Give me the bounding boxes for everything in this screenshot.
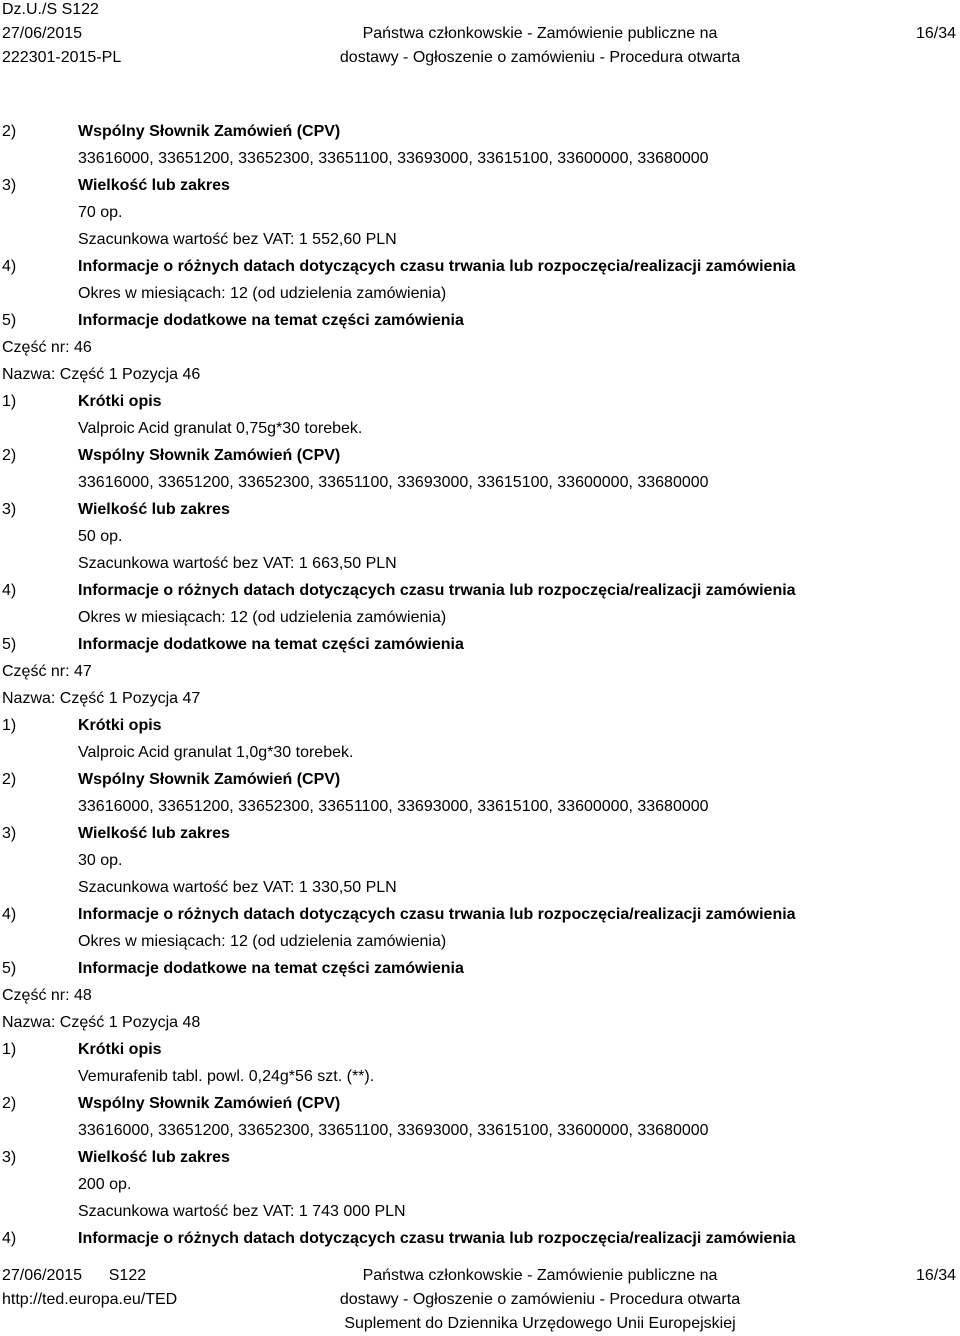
quantity: 70 op. — [78, 204, 123, 221]
page-header — [0, 0, 960, 66]
section-label: Wielkość lub zakres — [78, 825, 230, 842]
header-notice-id: 222301-2015-PL — [2, 49, 122, 66]
footer-supplement: Suplement do Dziennika Urzędowego Unii Europejskiej — [344, 1315, 736, 1332]
section-number: 4) — [2, 1230, 17, 1247]
description-heading — [0, 388, 960, 415]
cpv-codes: 33616000, 33651200, 33652300, 33651100, 33693000, 33615100, 33600000, 33680000 — [78, 150, 709, 167]
section-label: Wielkość lub zakres — [78, 1149, 230, 1166]
section-number: 5) — [2, 960, 17, 977]
footer-left — [2, 1264, 177, 1312]
part-number: Część nr: 46 — [2, 339, 92, 356]
cpv-codes: 33616000, 33651200, 33652300, 33651100, 33693000, 33615100, 33600000, 33680000 — [78, 1122, 709, 1139]
estimated-value: Szacunkowa wartość bez VAT: 1 663,50 PLN — [78, 555, 397, 572]
section-label: Informacje o różnych datach dotyczących czasu trwania lub rozpoczęcia/realizacji zamówienia — [78, 906, 796, 923]
section-label: Wspólny Słownik Zamówień (CPV) — [78, 1095, 341, 1112]
footer-date-issue: 27/06/2015 S122 — [2, 1267, 147, 1284]
section-number: 2) — [2, 1095, 17, 1112]
section-label: Wielkość lub zakres — [78, 501, 230, 518]
cpv-heading — [0, 118, 960, 145]
extra-info-heading — [0, 631, 960, 658]
section-number: 2) — [2, 447, 17, 464]
section-number: 2) — [2, 123, 17, 140]
header-page-number: 16/34 — [915, 25, 956, 42]
section-number: 1) — [2, 393, 17, 410]
header-right — [916, 0, 956, 46]
section-label: Informacje dodatkowe na temat części zamówienia — [78, 960, 464, 977]
section-number: 5) — [2, 312, 17, 329]
estimated-value: Szacunkowa wartość bez VAT: 1 552,60 PLN — [78, 231, 397, 248]
part-name: Nazwa: Część 1 Pozycja 48 — [2, 1014, 201, 1031]
footer-center — [280, 1264, 800, 1336]
period: Okres w miesiącach: 12 (od udzielenia zamówienia) — [78, 285, 447, 302]
size-heading — [0, 820, 960, 847]
quantity: 50 op. — [78, 528, 123, 545]
section-number: 1) — [2, 717, 17, 734]
part-name: Nazwa: Część 1 Pozycja 46 — [2, 366, 201, 383]
part-46 — [0, 334, 960, 658]
section-number: 2) — [2, 771, 17, 788]
footer-title-line2: dostawy - Ogłoszenie o zamówieniu - Procedura otwarta — [339, 1291, 741, 1308]
part-47 — [0, 658, 960, 982]
document-body — [0, 118, 960, 1252]
section-number: 3) — [2, 177, 17, 194]
section-number: 5) — [2, 636, 17, 653]
section-number: 3) — [2, 825, 17, 842]
cpv-codes: 33616000, 33651200, 33652300, 33651100, 33693000, 33615100, 33600000, 33680000 — [78, 474, 709, 491]
section-label: Wspólny Słownik Zamówień (CPV) — [78, 771, 341, 788]
header-center — [280, 0, 800, 70]
size-heading — [0, 172, 960, 199]
part-48 — [0, 982, 960, 1252]
dates-heading — [0, 1225, 960, 1252]
header-title-line2: dostawy - Ogłoszenie o zamówieniu - Procedura otwarta — [339, 49, 741, 66]
section-number: 4) — [2, 258, 17, 275]
part-name: Nazwa: Część 1 Pozycja 47 — [2, 690, 201, 707]
footer-page-number: 16/34 — [915, 1267, 956, 1284]
extra-info-heading — [0, 307, 960, 334]
footer-title-line1: Państwa członkowskie - Zamówienie publiczne na — [362, 1267, 718, 1284]
header-left — [2, 0, 121, 70]
description-heading — [0, 712, 960, 739]
cpv-heading — [0, 766, 960, 793]
section-label: Informacje o różnych datach dotyczących czasu trwania lub rozpoczęcia/realizacji zamówienia — [78, 582, 796, 599]
section-label: Informacje dodatkowe na temat części zamówienia — [78, 636, 464, 653]
quantity: 30 op. — [78, 852, 123, 869]
section-number: 3) — [2, 501, 17, 518]
section-label: Wielkość lub zakres — [78, 177, 230, 194]
header-title-line1: Państwa członkowskie - Zamówienie publiczne na — [362, 25, 718, 42]
dates-heading — [0, 577, 960, 604]
cpv-codes: 33616000, 33651200, 33652300, 33651100, 33693000, 33615100, 33600000, 33680000 — [78, 798, 709, 815]
period: Okres w miesiącach: 12 (od udzielenia zamówienia) — [78, 933, 447, 950]
section-number: 4) — [2, 582, 17, 599]
footer-right — [916, 1264, 956, 1288]
page-footer — [0, 1264, 960, 1330]
part-45-continuation — [0, 118, 960, 334]
size-heading — [0, 1144, 960, 1171]
header-journal-ref: Dz.U./S S122 — [2, 1, 99, 18]
section-label: Informacje o różnych datach dotyczących czasu trwania lub rozpoczęcia/realizacji zamówienia — [78, 1230, 796, 1247]
description: Valproic Acid granulat 0,75g*30 torebek. — [78, 420, 363, 437]
footer-url[interactable]: http://ted.europa.eu/TED — [2, 1291, 178, 1308]
dates-heading — [0, 901, 960, 928]
description-heading — [0, 1036, 960, 1063]
section-label: Krótki opis — [78, 717, 162, 734]
cpv-heading — [0, 1090, 960, 1117]
dates-heading — [0, 253, 960, 280]
section-label: Wspólny Słownik Zamówień (CPV) — [78, 447, 341, 464]
description: Valproic Acid granulat 1,0g*30 torebek. — [78, 744, 354, 761]
quantity: 200 op. — [78, 1176, 132, 1193]
section-number: 3) — [2, 1149, 17, 1166]
section-number: 1) — [2, 1041, 17, 1058]
period: Okres w miesiącach: 12 (od udzielenia zamówienia) — [78, 609, 447, 626]
section-label: Informacje o różnych datach dotyczących czasu trwania lub rozpoczęcia/realizacji zamówienia — [78, 258, 796, 275]
section-label: Informacje dodatkowe na temat części zamówienia — [78, 312, 464, 329]
section-label: Wspólny Słownik Zamówień (CPV) — [78, 123, 341, 140]
estimated-value: Szacunkowa wartość bez VAT: 1 330,50 PLN — [78, 879, 397, 896]
header-date: 27/06/2015 — [2, 25, 83, 42]
part-number: Część nr: 48 — [2, 987, 92, 1004]
section-label: Krótki opis — [78, 393, 162, 410]
section-label: Krótki opis — [78, 1041, 162, 1058]
estimated-value: Szacunkowa wartość bez VAT: 1 743 000 PLN — [78, 1203, 406, 1220]
section-number: 4) — [2, 906, 17, 923]
part-number: Część nr: 47 — [2, 663, 92, 680]
extra-info-heading — [0, 955, 960, 982]
description: Vemurafenib tabl. powl. 0,24g*56 szt. (**). — [78, 1068, 375, 1085]
cpv-heading — [0, 442, 960, 469]
size-heading — [0, 496, 960, 523]
